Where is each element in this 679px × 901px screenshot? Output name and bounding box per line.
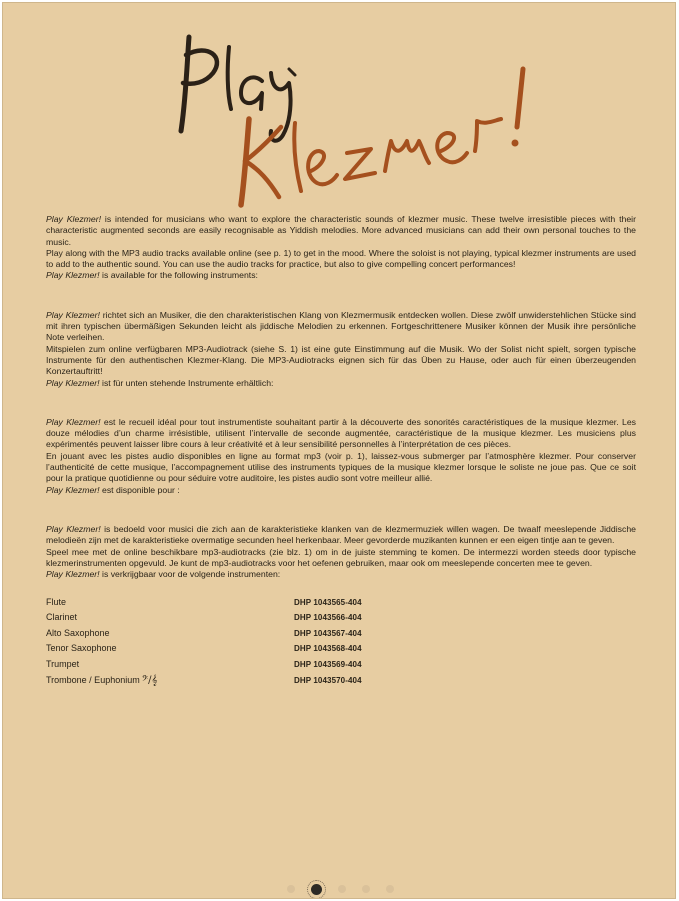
instrument-name: Flute [46, 596, 67, 607]
catalog-number: DHP 1043568-404 [294, 644, 362, 654]
paragraph: Mitspielen zum online verfügbaren MP3-Audiotrack (siehe S. 1) ist eine gute Einstimmung auf die Musik. Wo der Solist nicht spielt, sorgen typische Instrumente für den authentischen Klezmer-Klang. Die MP3-Audiotracks eignen sich für das Üben zu Hause, oder auch für einen überzeugenden Konzertauftritt! [46, 343, 636, 377]
title-italic: Play Klezmer! [46, 484, 100, 495]
title-italic: Play Klezmer! [46, 270, 100, 281]
list-item [46, 610, 636, 626]
title-italic: Play Klezmer! [46, 569, 100, 580]
list-item [46, 657, 636, 673]
instrument-name-cell [46, 675, 294, 686]
list-item [46, 594, 636, 610]
instrument-name: Alto Saxophone [46, 627, 110, 638]
section-german [46, 310, 636, 389]
instrument-name: Trumpet [46, 658, 80, 669]
title-italic: Play Klezmer! [46, 523, 101, 534]
paragraph: Play Klezmer! ist für unten stehende Instrumente erhältlich: [46, 377, 274, 388]
paragraph: Play Klezmer! est disponible pour : [46, 484, 180, 495]
catalog-number: DHP 1043570-404 [294, 675, 362, 685]
paragraph: Play Klezmer! richtet sich an Musiker, die den charakteristischen Klang von Klezmermusik entdecken wollen. Diese zwölf unwiderstehlichen Stücke sind mit ihren typischen übermäßigen Sekunden leicht als jiddische Melodien zu erkennen. Fortgeschrittenere Musiker können der Musik ihre persönliche Note verleihen. [46, 309, 636, 343]
title-italic: Play Klezmer! [46, 416, 101, 427]
catalog-number: DHP 1043565-404 [294, 597, 362, 607]
paragraph: Play Klezmer! is intended for musicians who want to explore the characteristic sounds of klezmer music. These twelve irresistible pieces with their characteristic augmented seconds are easily recognisable as Yiddish melodies. More advanced musicians can add their own personal touches to the music. [46, 214, 636, 247]
section-english [46, 214, 636, 282]
paragraph: Speel mee met de online beschikbare mp3-audiotracks (zie blz. 1) om in de juiste stemming te komen. De intermezzi worden steeds door typische klezmerinstrumenten opgevuld. Je kunt de mp3-audiotracks voor het oefenen gebruiken, maar ook om meeslepende concerten mee te geven. [46, 546, 636, 568]
paragraph: Play Klezmer! est le recueil idéal pour tout instrumentiste souhaitant partir à la découverte des sonorités caractéristiques de la musique klezmer. Les douze mélodies d’un charme irrésistible, utilisent l’intervalle de seconde augmentée, caractéristique de la musique klezmer. Les musiciens plus expérimentés peuvent laisser libre cours à leur créativité et à leur sensibilité personnelles à l’interprétation de ces pièces. [46, 416, 636, 450]
paragraph: Play Klezmer! is available for the following instruments: [46, 270, 258, 281]
paragraph: En jouant avec les pistes audio disponibles en ligne au format mp3 (voir p. 1), laissez-vous submerger par l’atmosphère klezmer. Pour conserver l’authenticité de cette musique, l’accompagnement utilise des instruments typiques de la musique klezmer lorsque le soliste ne joue pas. Que ce soit pour la pratique quotidienne ou pour séduire votre auditoire, les pistes audio sont votre meilleur allié. [46, 450, 636, 484]
title-italic: Play Klezmer! [46, 214, 102, 224]
play-klezmer-logo [3, 3, 676, 213]
paragraph: Play Klezmer! is bedoeld voor musici die zich aan de karakteristieke klanken van de klezmermuziek willen wagen. De twaalf meeslepende Jiddische melodieën zijn met de karakteristieke overmatige secunden heel herkenbaar. Meer gevorderde muzikanten kunnen er een eigen tintje aan te geven. [46, 523, 636, 546]
instrument-name: Clarinet [46, 612, 78, 623]
clef-icon: 𝄢/𝄞 [141, 674, 158, 686]
paragraph: Play along with the MP3 audio tracks available online (see p. 1) to get in the mood. Where the soloist is not playing, typical klezmer instruments are used to add to the authentic sound. You can use the audio tracks for practice, but also to give compelling concert performances! [46, 247, 636, 270]
page-dot-3[interactable] [338, 885, 346, 893]
page-dot-2-current[interactable] [311, 884, 322, 895]
paragraph: Play Klezmer! is verkrijgbaar voor de volgende instrumenten: [46, 569, 281, 580]
title-italic: Play Klezmer! [46, 377, 100, 388]
page-indicator [3, 880, 676, 898]
instrument-list [46, 594, 636, 688]
instrument-name: Tenor Saxophone [46, 643, 117, 654]
catalog-number: DHP 1043566-404 [294, 613, 362, 623]
section-french [46, 417, 636, 496]
title-italic: Play Klezmer! [46, 309, 100, 320]
list-item [46, 626, 636, 642]
list-item [46, 672, 636, 688]
section-dutch [46, 524, 636, 580]
list-item [46, 641, 636, 657]
catalog-number: DHP 1043569-404 [294, 659, 362, 669]
page-dot-5[interactable] [386, 885, 394, 893]
catalog-number: DHP 1043567-404 [294, 628, 362, 638]
page-dot-1[interactable] [287, 885, 295, 893]
page-viewer [2, 2, 676, 899]
instrument-name: Trombone / Euphonium [46, 674, 140, 685]
page-dot-4[interactable] [362, 885, 370, 893]
description-content [46, 214, 636, 688]
